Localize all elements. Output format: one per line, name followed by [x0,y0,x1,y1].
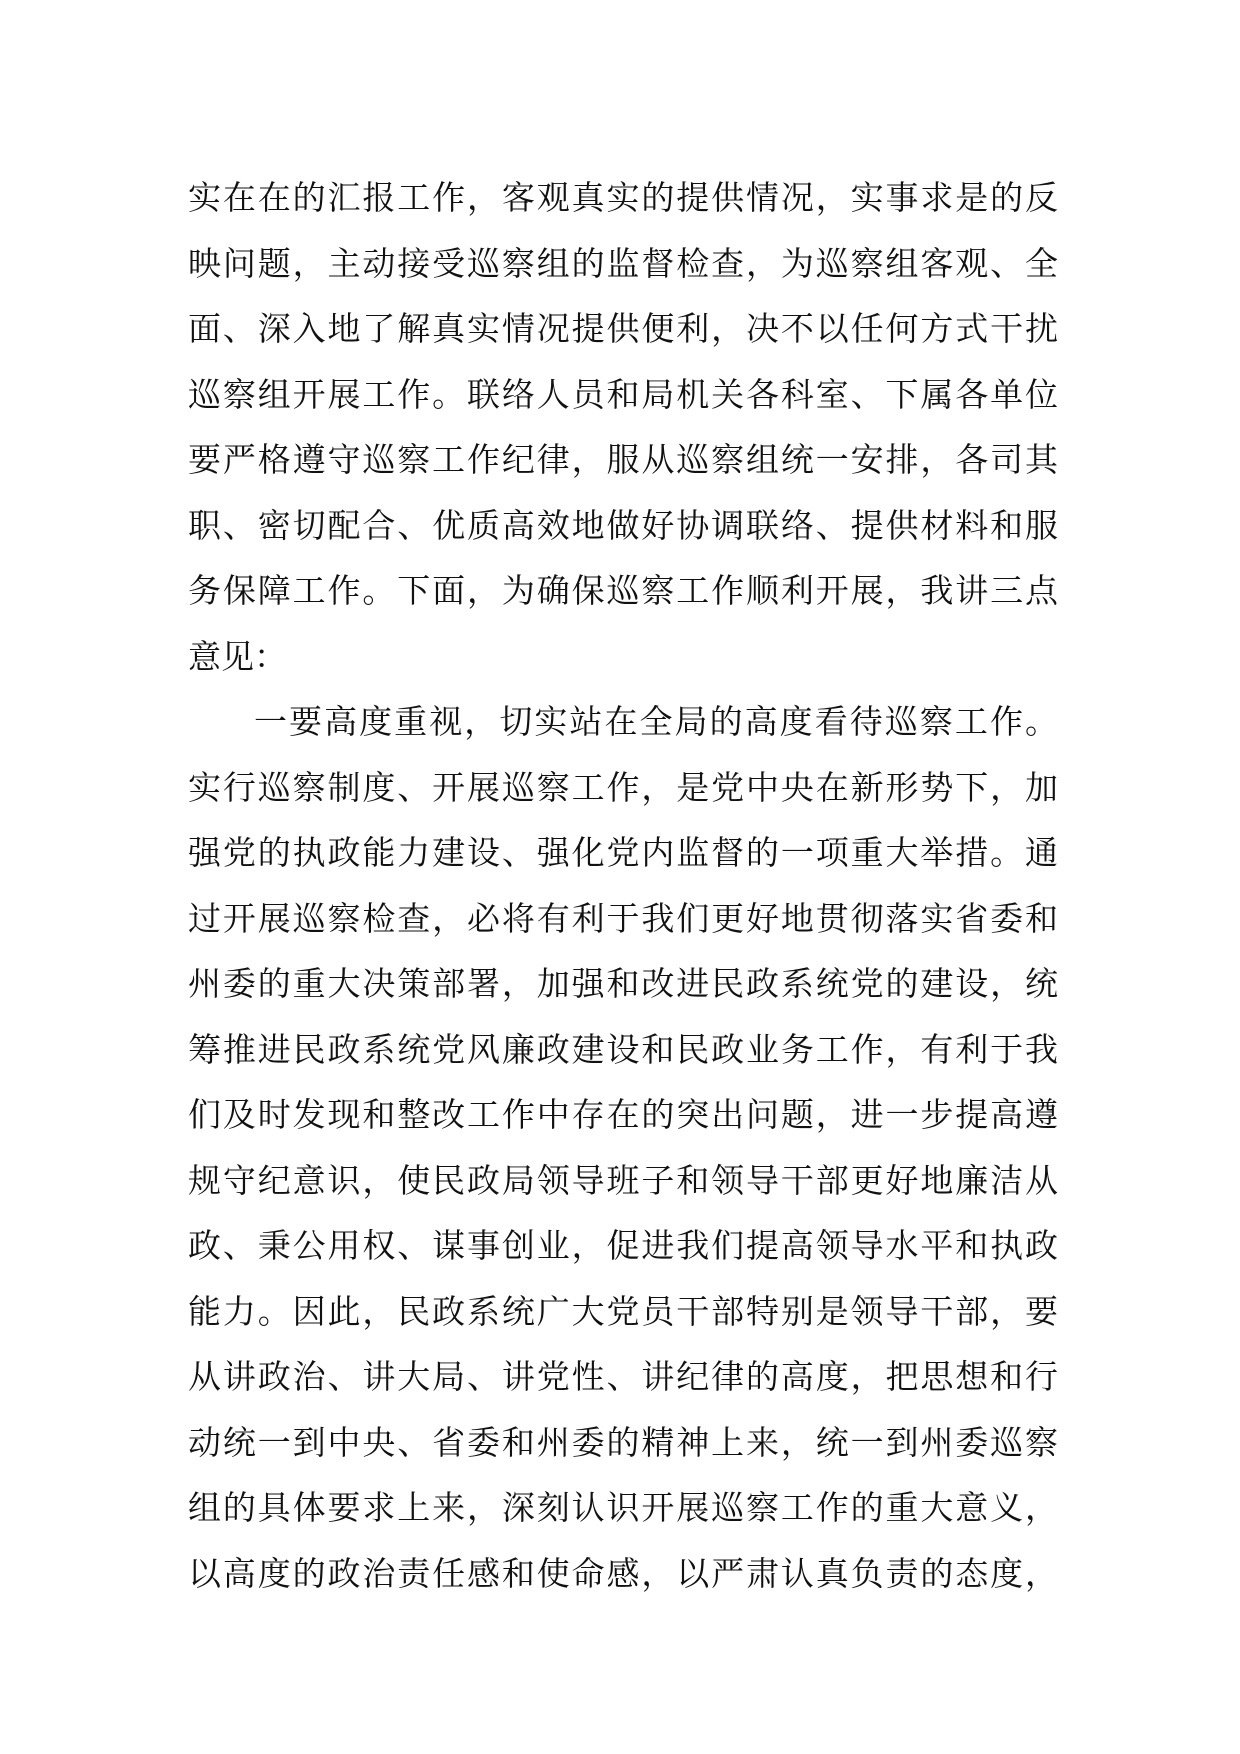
text-line: 筹推进民政系统党风廉政建设和民政业务工作，有利于我 [188,1029,1058,1069]
paragraph-1 [188,165,1058,689]
text-line: 一要高度重视，切实站在全局的高度看待巡察工作。 [254,702,1058,741]
text-line: 意见： [188,636,287,676]
text-line: 强党的执政能力建设、强化党内监督的一项重大举措。通 [188,833,1058,872]
text-line: 动统一到中央、省委和州委的精神上来，统一到州委巡察 [188,1422,1058,1462]
text-line: 务保障工作。下面，为确保巡察工作顺利开展，我讲三点 [188,571,1058,610]
text-line: 过开展巡察检查，必将有利于我们更好地贯彻落实省委和 [188,898,1058,938]
text-line: 映问题，主动接受巡察组的监督检查，为巡察组客观、全 [188,243,1058,283]
text-line: 要严格遵守巡察工作纪律，服从巡察组统一安排，各司其 [188,440,1058,479]
text-line: 州委的重大决策部署，加强和改进民政系统党的建设，统 [188,964,1058,1003]
text-line: 职、密切配合、优质高效地做好协调联络、提供材料和服 [188,505,1058,545]
text-line: 巡察组开展工作。联络人员和局机关各科室、下属各单位 [188,374,1058,414]
text-line: 能力。因此，民政系统广大党员干部特别是领导干部，要 [188,1291,1058,1331]
document-body [188,165,1058,1606]
text-line: 从讲政治、讲大局、讲党性、讲纪律的高度，把思想和行 [188,1357,1058,1396]
text-line: 实在在的汇报工作，客观真实的提供情况，实事求是的反 [188,178,1058,217]
text-line: 实行巡察制度、开展巡察工作，是党中央在新形势下，加 [188,767,1058,807]
text-line: 规守纪意识，使民政局领导班子和领导干部更好地廉洁从 [188,1160,1058,1200]
text-line: 以高度的政治责任感和使命感，以严肃认真负责的态度， [188,1553,1058,1593]
paragraph-2 [188,689,1058,1606]
text-line: 们及时发现和整改工作中存在的突出问题，进一步提高遵 [188,1095,1058,1134]
text-line: 面、深入地了解真实情况提供便利，决不以任何方式干扰 [188,309,1058,348]
text-line: 组的具体要求上来，深刻认识开展巡察工作的重大意义， [188,1488,1058,1527]
text-line: 政、秉公用权、谋事创业，促进我们提高领导水平和执政 [188,1226,1058,1265]
